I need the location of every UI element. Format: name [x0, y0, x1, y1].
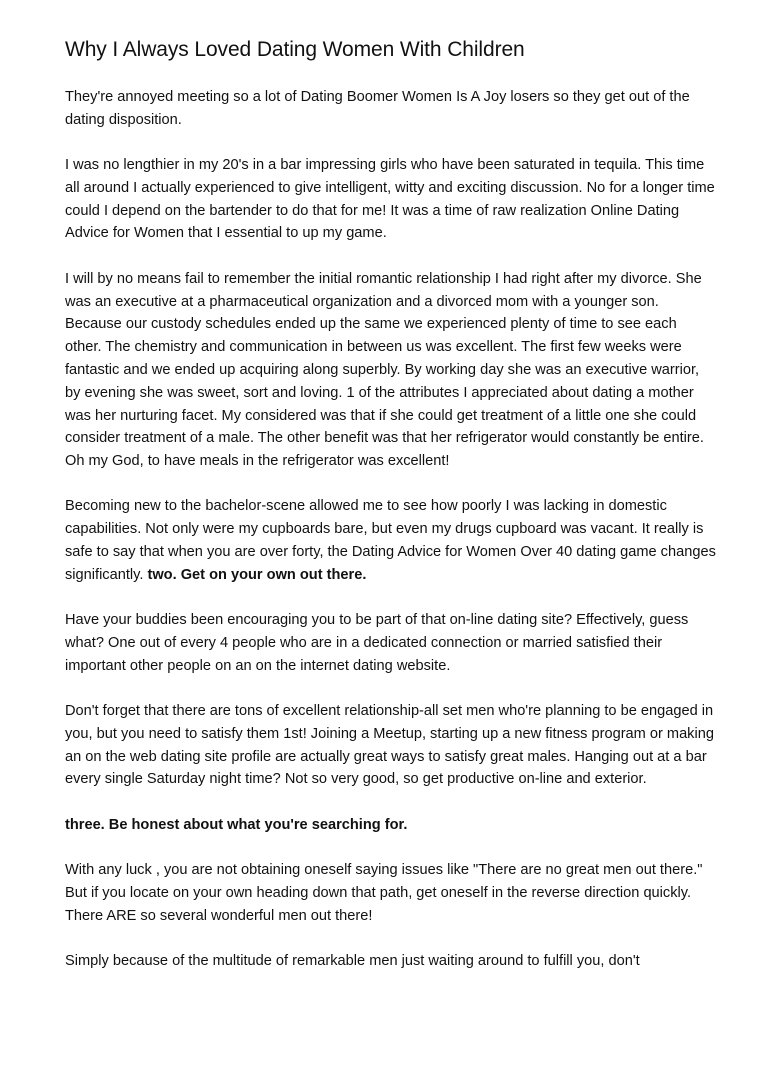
paragraph-3: I will by no means fail to remember the initial romantic relationship I had right after my divorce. She was an executive at a pharmaceutical organization and a divorced mom with a younger son. Because our custody schedules ended up the same we experienced plenty of time to see each other. The chemistry and communication in between us was excellent. The first few weeks were fantastic and we ended up acquiring along superbly. By working day she was an executive warrior, by evening she was sweet, sort and loving. 1 of the attributes I appreciated about dating a mother was her nurturing facet. My considered was that if she could get treatment of a little one she could consider treatment of a male. The other benefit was that her refrigerator would constantly be entire. Oh my God, to have meals in the refrigerator was excellent! [65, 270, 704, 470]
paragraph-4-text: Becoming new to the bachelor-scene allowed me to see how poorly I was lacking in domestic capabilities. Not only were my cupboards bare, but even my drugs cupboard was vacant. It really is safe to say that when you are over forty, the Dating Advice for Women Over 40 dating game changes significantly. [65, 498, 716, 583]
document-title: Why I Always Loved Dating Women With Children [65, 38, 525, 61]
section-heading-three: three. Be honest about what you're searching for. [65, 816, 408, 833]
paragraph-4 [65, 495, 717, 586]
paragraph-8: Simply because of the multitude of remarkable men just waiting around to fulfill you, don't [65, 952, 640, 969]
paragraph-1: They're annoyed meeting so a lot of Dating Boomer Women Is A Joy losers so they get out of the dating disposition. [65, 89, 690, 128]
paragraph-7: With any luck , you are not obtaining oneself saying issues like "There are no great men out there." But if you locate on your own heading down that path, get oneself in the reverse direction quickly. There ARE so several wonderful men out there! [65, 862, 703, 924]
paragraph-6: Don't forget that there are tons of excellent relationship-all set men who're planning to be engaged in you, but you need to satisfy them 1st! Joining a Meetup, starting up a new fitness program or making an on the web dating site profile are actually great ways to satisfy great males. Hanging out at a bar every single Saturday night time? Not so very good, so get productive on-line and exterior. [65, 703, 714, 788]
paragraph-2: I was no lengthier in my 20's in a bar impressing girls who have been saturated in tequila. This time all around I actually experienced to give intelligent, witty and exciting discussion. No for a longer time could I depend on the bartender to do that for me! It was a time of raw realization Online Dating Advice for Women that I essential to up my game. [65, 157, 715, 242]
document-body [65, 86, 717, 995]
paragraph-5: Have your buddies been encouraging you to be part of that on-line dating site? Effectively, guess what? One out of every 4 people who are in a dedicated connection or married satisfied their important other people on an on the internet dating website. [65, 612, 689, 674]
section-heading-two: two. Get on your own out there. [147, 566, 367, 583]
